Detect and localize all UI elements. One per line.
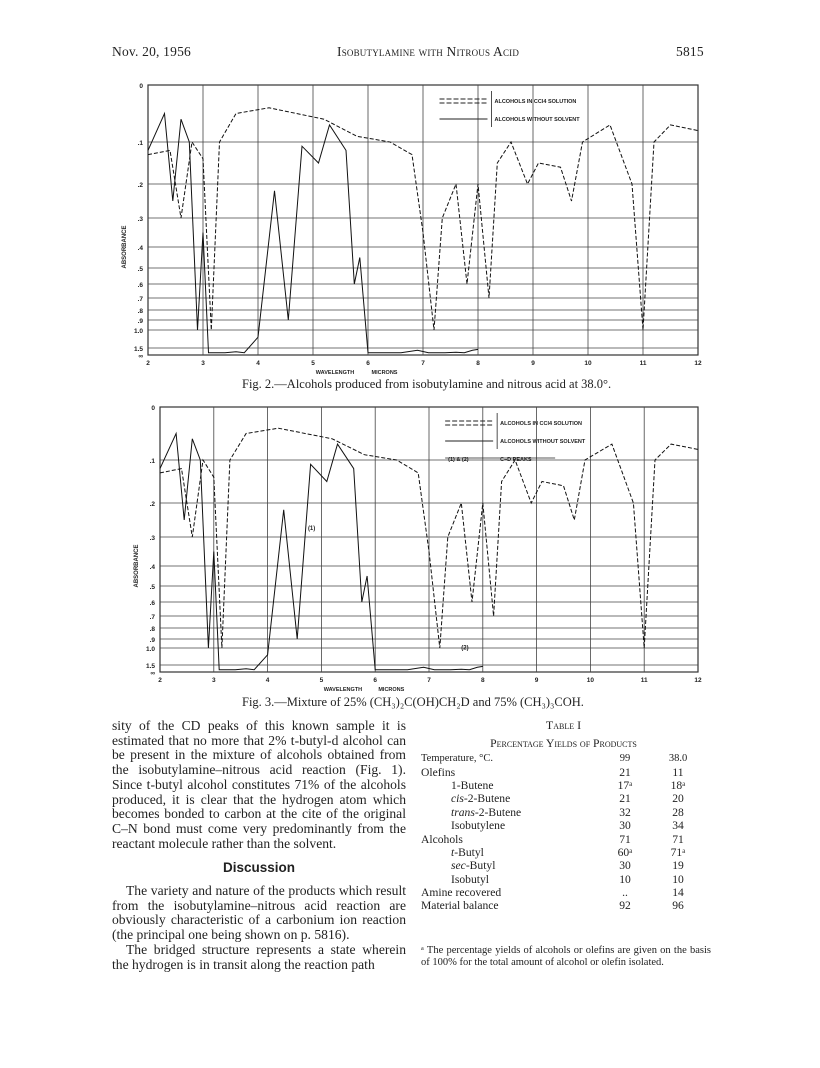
x-tick-label: 10 <box>586 677 595 684</box>
y-tick-label: ∞ <box>150 670 155 677</box>
x-tick-label: 3 <box>201 360 205 367</box>
legend-label: ALCOHOLS IN CCl4 SOLUTION <box>500 421 583 427</box>
table-cell-38: 18ᵃ <box>670 778 686 792</box>
table-row <box>421 899 706 912</box>
y-tick-label: ∞ <box>138 353 143 360</box>
table-row <box>421 792 706 805</box>
table-cell-99: 30 <box>619 859 631 873</box>
table-row <box>421 886 706 899</box>
y-tick-label: .7 <box>137 296 143 303</box>
x-tick-label: 6 <box>366 360 370 367</box>
section-heading: Discussion <box>222 860 296 876</box>
legend-label: ALCOHOLS IN CCl4 SOLUTION <box>494 99 577 105</box>
y-tick-label: .4 <box>137 245 143 252</box>
x-tick-label: 8 <box>476 360 480 367</box>
x-tick-label: 7 <box>421 360 425 367</box>
table-row-label: Temperature, °C. <box>421 753 493 765</box>
table-row <box>421 806 706 819</box>
table-row <box>421 779 706 792</box>
x-tick-label: 12 <box>694 360 702 367</box>
table-row <box>421 765 706 778</box>
table-row-label: Isobutylene <box>451 819 506 833</box>
y-tick-label: 1.5 <box>145 663 155 670</box>
body-text-column <box>112 719 406 972</box>
running-header-date: Nov. 20, 1956 <box>112 44 191 59</box>
y-tick-label: .1 <box>137 140 143 147</box>
table-cell-99: 99 <box>619 753 631 765</box>
x-axis-label: WAVELENGTH <box>323 687 363 693</box>
y-tick-label: .7 <box>149 614 155 621</box>
y-tick-label: .6 <box>137 282 143 289</box>
peak-label: (1) <box>307 526 316 533</box>
table-cell-38: 71ᵃ <box>670 845 686 859</box>
x-tick-label: 9 <box>534 677 539 684</box>
table-cell-99: 30 <box>619 819 631 833</box>
table-cell-99: 21 <box>619 792 631 806</box>
y-tick-label: .3 <box>149 535 155 542</box>
running-header-title: Isobutylamine with Nitrous Acid <box>337 44 520 59</box>
x-tick-label: 4 <box>265 677 270 684</box>
x-tick-label: 10 <box>584 360 592 367</box>
paragraph: sity of the CD peaks of this known sample it is estimated that no more that 2% t-butyl-d alcohol can be present in the mixture of alcohols obtained from the isobutylamine–nitrous acid reaction (Fig. 1). Since t-butyl alcohol constitutes 71% of the alcohols produced, it is clear that the hydrogen atom which becomes bonded to carbon at the cite of the original C–N bond must come very predominantly from the reactant molecule rather than the solvent. <box>112 718 406 851</box>
figure-2-caption: Fig. 2.—Alcohols produced from isobutylamine and nitrous acid at 38.0°. <box>242 377 612 391</box>
table-row-label: trans-2-Butene <box>451 805 522 819</box>
y-tick-label: 1.0 <box>145 646 155 653</box>
table-row <box>421 859 706 872</box>
table-row <box>421 873 706 886</box>
y-tick-label: .1 <box>149 458 155 465</box>
table-cell-38: 28 <box>672 805 684 819</box>
x-tick-label: 6 <box>373 677 378 684</box>
table-cell-38: 71 <box>672 832 684 846</box>
x-tick-label: 9 <box>531 360 535 367</box>
figure-3-spectrum <box>134 405 702 693</box>
y-axis-label: ABSORBANCE <box>134 544 140 588</box>
paragraph: The variety and nature of the products which result from the isobutylamine–nitrous acid reaction are obviously characteristic of a carbonium ion reaction (the principal one being shown on p. 5816). <box>112 883 406 943</box>
table-row-label: Olefins <box>421 765 456 779</box>
table-row-label: Alcohols <box>421 832 463 846</box>
y-tick-label: 1.0 <box>133 328 143 335</box>
y-tick-label: .5 <box>137 266 143 273</box>
table-cell-99: 60ᵃ <box>617 845 633 859</box>
table-cell-99: 21 <box>619 765 631 779</box>
table-cell-99: 17ᵃ <box>617 778 633 792</box>
x-tick-label: 2 <box>158 677 162 684</box>
table-cell-38: 38.0 <box>668 753 688 765</box>
paragraph: The bridged structure represents a state wherein the hydrogen is in transit along the reaction path <box>112 941 406 972</box>
legend-mark: (1) & (2) <box>448 457 469 463</box>
legend-label: ALCOHOLS WITHOUT SOLVENT <box>500 439 586 445</box>
y-tick-label: .8 <box>149 626 155 633</box>
y-tick-label: .9 <box>137 318 143 325</box>
table-row-label: t-Butyl <box>451 845 484 859</box>
x-tick-label: 7 <box>427 677 431 684</box>
x-axis-unit: MICRONS <box>378 687 405 693</box>
figure-3-caption: Fig. 3.—Mixture of 25% (CH₃)₂C(OH)CH₂D and 75% (CH₃)₃COH. <box>242 695 584 709</box>
table-cell-38: 10 <box>672 872 684 886</box>
peak-label: (2) <box>461 645 469 652</box>
table-cell-99: .. <box>622 886 628 900</box>
yields-table <box>421 752 706 913</box>
y-tick-label: .4 <box>149 564 155 571</box>
legend-label: ALCOHOLS WITHOUT SOLVENT <box>494 117 580 123</box>
x-tick-label: 11 <box>639 360 647 367</box>
table-cell-99: 92 <box>619 899 631 913</box>
table-row-label: cis-2-Butene <box>451 792 511 806</box>
x-tick-label: 11 <box>640 677 648 684</box>
table-cell-38: 96 <box>672 899 684 913</box>
y-tick-label: .3 <box>137 216 143 223</box>
table-row-label: Isobutyl <box>451 872 490 886</box>
table-caption: Percentage Yields of Products <box>490 737 637 750</box>
y-tick-label: .2 <box>137 182 143 189</box>
x-axis-label: WAVELENGTH <box>315 370 355 376</box>
table-footnote: ᵃ The percentage yields of alcohols or olefins are given on the basis of 100% for the total amount of alcohol or olefin isolated. <box>421 945 711 968</box>
table-header-row <box>421 752 706 765</box>
x-tick-label: 4 <box>256 360 260 367</box>
y-tick-label: 0 <box>139 83 143 90</box>
y-tick-label: .5 <box>149 584 155 591</box>
table-cell-38: 20 <box>672 792 684 806</box>
table-cell-99: 10 <box>619 872 631 886</box>
table-cell-99: 71 <box>619 832 631 846</box>
x-tick-label: 5 <box>319 677 324 684</box>
table-cell-38: 19 <box>672 859 684 873</box>
x-tick-label: 2 <box>146 360 150 367</box>
table-row <box>421 819 706 832</box>
y-axis-label: ABSORBANCE <box>122 225 128 269</box>
table-row <box>421 832 706 845</box>
table-row-label: Material balance <box>421 899 499 913</box>
y-tick-label: 0 <box>151 405 155 412</box>
table-row-label: Amine recovered <box>421 886 502 900</box>
x-tick-label: 12 <box>694 677 702 684</box>
table-cell-38: 11 <box>672 765 684 779</box>
x-axis-unit: MICRONS <box>371 370 398 376</box>
y-tick-label: 1.5 <box>133 346 143 353</box>
table-cell-99: 32 <box>619 805 631 819</box>
page-number: 5815 <box>676 44 704 59</box>
x-tick-label: 5 <box>311 360 315 367</box>
y-tick-label: .9 <box>149 637 155 644</box>
y-tick-label: .6 <box>149 600 155 607</box>
table-title: Table I <box>545 718 582 732</box>
table-cell-38: 14 <box>672 886 684 900</box>
x-tick-label: 3 <box>211 677 216 684</box>
figure-2-spectrum <box>122 83 702 376</box>
y-tick-label: .2 <box>149 501 155 508</box>
table-row <box>421 846 706 859</box>
table-1 <box>421 718 706 913</box>
table-row-label: 1-Butene <box>451 778 494 792</box>
legend-label: C–D PEAKS <box>500 457 532 463</box>
table-cell-38: 34 <box>672 819 684 833</box>
y-tick-label: .8 <box>137 308 143 315</box>
table-row-label: sec-Butyl <box>451 859 496 873</box>
x-tick-label: 8 <box>480 677 485 684</box>
